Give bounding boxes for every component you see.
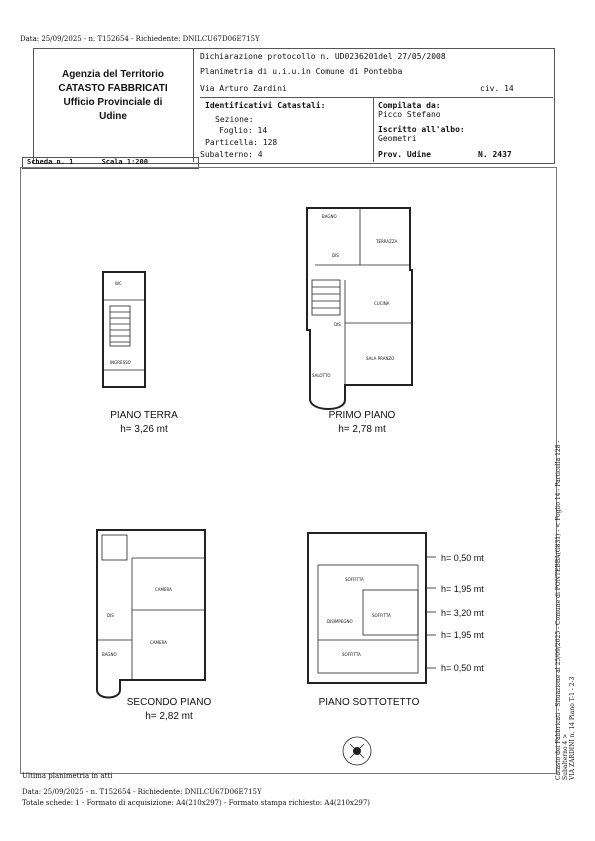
vertical-side-text — [555, 420, 576, 780]
room-label: SOFFITTA — [345, 577, 364, 582]
height-label: h= 3,20 mt — [441, 608, 484, 618]
top-stamp: Data: 25/09/2025 - n. T152654 - Richiedente: DNILCU67D06E715Y — [20, 35, 260, 43]
room-label: BAGNO — [322, 214, 337, 219]
compilata: Compilata da: — [378, 101, 441, 110]
height-label: h= 1,95 mt — [441, 584, 484, 594]
scheda: Scheda n. 1 — [27, 158, 74, 166]
room-label: TERRAZZA — [376, 239, 398, 244]
floor-height-secondo: h= 2,82 mt — [145, 711, 193, 722]
tecnico: Picco Stefano — [378, 110, 441, 119]
room-label: BAGNO — [102, 652, 117, 657]
via: Via Arturo Zardini — [200, 84, 287, 93]
room-label: DISIMPEGNO — [327, 619, 353, 624]
room-label: CAMERA — [150, 640, 167, 645]
room-label: CAMERA — [155, 587, 172, 592]
subalterno: Subalterno: 4 — [200, 150, 263, 159]
room-label: SOFFITTA — [372, 613, 391, 618]
room-label: WC — [115, 281, 122, 286]
room-label: INGRESSO — [110, 360, 131, 365]
footer-stamp: Data: 25/09/2025 - n. T152654 - Richiedente: DNILCU67D06E715Y — [22, 788, 262, 796]
identificativi: Identificativi Catastali: — [205, 101, 326, 110]
dichiarazione: Dichiarazione protocollo n. UD0236201del 27/05/2008 — [200, 52, 446, 61]
floor-title-terra: PIANO TERRA — [110, 410, 178, 421]
room-label: SOFFITTA — [342, 652, 361, 657]
provincia: Prov. Udine — [378, 150, 431, 159]
height-label: h= 1,95 mt — [441, 630, 484, 640]
room-label: SALA PRANZO — [366, 356, 395, 361]
floor-height-primo: h= 2,78 mt — [338, 424, 386, 435]
plan-piano-terra — [103, 272, 145, 387]
vertical-line1: Catasto dei Fabbricati - Situazione al 25/09/2025 - Comune di PONTEBBA(G831) - < Foglio 14 - Particella 128 - Subalterno 4 > — [555, 440, 569, 780]
geometri: Geometri — [378, 134, 417, 143]
agency-line3: Ufficio Provinciale di — [63, 97, 163, 108]
north-arrow-icon — [343, 737, 371, 765]
iscritto: Iscritto all'albo: — [378, 125, 465, 134]
agency-line4: Udine — [99, 111, 127, 122]
particella: Particella: 128 — [205, 138, 278, 147]
floor-title-primo: PRIMO PIANO — [328, 410, 396, 421]
sezione: Sezione: — [215, 115, 254, 124]
room-label: DIS — [332, 253, 339, 258]
numero: N. 2437 — [478, 150, 512, 159]
room-label: DIS — [334, 322, 341, 327]
floor-height-terra: h= 3,26 mt — [120, 424, 168, 435]
plan-piano-sottotetto — [308, 533, 436, 683]
agency-line1: Agenzia del Territorio — [61, 69, 165, 80]
floor-title-sottotetto: PIANO SOTTOTETTO — [318, 697, 420, 708]
room-label: CUCINA — [374, 301, 390, 306]
agency-line2: CATASTO FABBRICATI — [58, 83, 168, 94]
footer-schede: Totale schede: 1 - Formato di acquisizione: A4(210x297) - Formato stampa richiesto: A4(210x297) — [22, 799, 371, 807]
planimetria: Planimetria di u.i.u.in Comune di Pontebba — [200, 67, 403, 76]
vertical-line2: VIA ZARDINI n. 14 Piano T-1 - 2-3 — [569, 676, 576, 780]
room-label: DIS — [107, 613, 114, 618]
height-label: h= 0,50 mt — [441, 663, 484, 673]
floor-title-secondo: SECONDO PIANO — [126, 697, 212, 708]
civico: civ. 14 — [480, 84, 514, 93]
room-label: SALOTTO — [312, 373, 331, 378]
footer-note: Ultima planimetria in atti — [22, 772, 113, 780]
height-label: h= 0,50 mt — [441, 553, 484, 563]
foglio: Foglio: 14 — [219, 126, 268, 135]
scala: Scala 1:200 — [101, 158, 148, 166]
